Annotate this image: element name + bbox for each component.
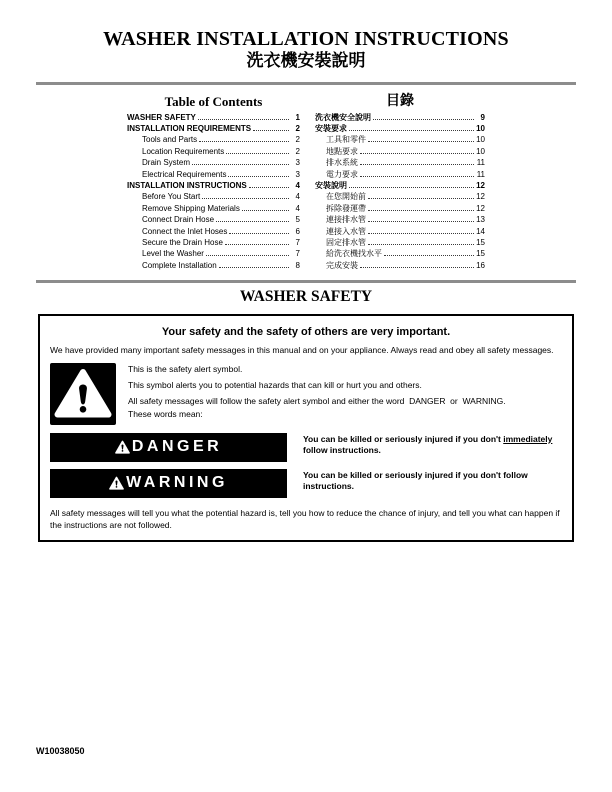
toc-leader-dots bbox=[368, 221, 474, 222]
danger-description bbox=[303, 434, 564, 457]
toc-entry bbox=[127, 157, 300, 168]
warning-label: WARNING bbox=[126, 474, 228, 492]
safety-headline: Your safety and the safety of others are very important. bbox=[161, 325, 451, 338]
toc-entry-page: 2 bbox=[295, 123, 300, 133]
safety-alert-row bbox=[48, 363, 564, 425]
toc-leader-dots bbox=[253, 130, 289, 131]
toc-entry-label: Electrical Requirements bbox=[142, 169, 227, 179]
toc-entry-label: Tools and Parts bbox=[142, 135, 198, 145]
toc-entry bbox=[315, 237, 485, 248]
toc-entry-page: 7 bbox=[295, 237, 300, 247]
toc-entry-page: 10 bbox=[476, 135, 485, 145]
toc-entry bbox=[127, 112, 300, 123]
toc-entry-label: Complete Installation bbox=[142, 260, 217, 270]
toc-list-english bbox=[127, 112, 300, 272]
toc-entry-page: 6 bbox=[295, 226, 300, 236]
toc-entry-label: 固定排水管 bbox=[326, 237, 366, 247]
toc-entry bbox=[127, 169, 300, 180]
toc-entry-label: 工具和零件 bbox=[326, 135, 366, 145]
toc-leader-dots bbox=[242, 210, 289, 211]
alert-line: This is the safety alert symbol. bbox=[128, 363, 243, 374]
toc-entry-label: 安裝要求 bbox=[315, 123, 347, 133]
toc-entry-label: 完成安裝 bbox=[326, 260, 358, 270]
safety-intro-text: We have provided many important safety messages in this manual and on your appliance. Always read and obey all safety messages. bbox=[50, 344, 554, 355]
danger-label: DANGER bbox=[131, 438, 223, 456]
toc-entry-label: 地點要求 bbox=[326, 146, 358, 156]
toc-entry bbox=[127, 248, 300, 259]
toc-entry bbox=[127, 146, 300, 157]
toc-entry-label: 排水系統 bbox=[326, 158, 358, 168]
toc-entry-page: 14 bbox=[476, 226, 485, 236]
toc-entry-page: 4 bbox=[295, 192, 300, 202]
danger-row bbox=[48, 433, 564, 462]
toc-entry-label: INSTALLATION REQUIREMENTS bbox=[127, 123, 252, 133]
toc-leader-dots bbox=[368, 141, 474, 142]
toc-leader-dots bbox=[360, 267, 474, 268]
toc-entry-label: 在您開始前 bbox=[326, 192, 366, 202]
toc-entry-page: 12 bbox=[476, 180, 485, 190]
danger-banner bbox=[50, 433, 287, 462]
toc-entry-label: Level the Washer bbox=[142, 249, 204, 259]
toc-leader-dots bbox=[199, 141, 289, 142]
toc-leader-dots bbox=[226, 153, 289, 154]
toc-entry-label: 洗衣機安全說明 bbox=[315, 112, 371, 122]
toc-entry-page: 12 bbox=[476, 203, 485, 213]
alert-line: All safety messages will follow the safety alert symbol and either the word DANGER or WARNING. bbox=[128, 395, 506, 406]
toc-entry-page: 13 bbox=[476, 215, 485, 225]
toc-entry-page: 12 bbox=[476, 192, 485, 202]
toc-leader-dots bbox=[228, 176, 289, 177]
toc-leader-dots bbox=[198, 119, 289, 120]
danger-desc-text: follow instructions. bbox=[303, 445, 381, 456]
toc-entry-page: 9 bbox=[480, 112, 485, 122]
toc-entry bbox=[315, 112, 485, 123]
toc-leader-dots bbox=[368, 233, 474, 234]
toc-entry bbox=[315, 123, 485, 134]
toc-leader-dots bbox=[219, 267, 289, 268]
toc-leader-dots bbox=[360, 164, 474, 165]
toc-heading-english: Table of Contents bbox=[164, 93, 263, 109]
toc-entry-page: 15 bbox=[476, 237, 485, 247]
toc-entry-page: 3 bbox=[295, 158, 300, 168]
toc-list-chinese bbox=[315, 112, 485, 272]
toc-entry-label: 連接排水管 bbox=[326, 215, 366, 225]
warning-banner bbox=[50, 469, 287, 498]
warning-triangle-icon bbox=[109, 476, 124, 490]
toc-leader-dots bbox=[368, 210, 474, 211]
toc-entry bbox=[127, 226, 300, 237]
toc-heading-chinese: 目錄 bbox=[386, 93, 414, 109]
toc-entry bbox=[127, 123, 300, 134]
toc-leader-dots bbox=[384, 255, 474, 256]
toc-entry-page: 10 bbox=[476, 146, 485, 156]
toc-leader-dots bbox=[368, 198, 474, 199]
safety-message-box bbox=[38, 314, 574, 542]
toc-entry bbox=[315, 214, 485, 225]
alert-line: This symbol alerts you to potential hazards that can kill or hurt you and others. bbox=[128, 379, 422, 390]
toc-entry bbox=[315, 191, 485, 202]
toc-leader-dots bbox=[360, 153, 474, 154]
page-title-chinese: 洗衣機安裝說明 bbox=[246, 51, 366, 70]
toc-entry-page: 15 bbox=[476, 249, 485, 259]
part-number: W10038050 bbox=[36, 746, 85, 756]
toc-entry bbox=[127, 180, 300, 191]
toc-entry bbox=[315, 180, 485, 191]
toc-entry bbox=[127, 260, 300, 271]
toc-column-english bbox=[127, 94, 300, 272]
toc-entry-label: Remove Shipping Materials bbox=[142, 203, 240, 213]
toc-leader-dots bbox=[206, 255, 289, 256]
page-header bbox=[0, 0, 612, 71]
toc-entry-page: 2 bbox=[295, 146, 300, 156]
toc-entry-page: 11 bbox=[476, 158, 485, 168]
toc-entry-page: 5 bbox=[295, 215, 300, 225]
toc-entry bbox=[315, 226, 485, 237]
toc-entry bbox=[315, 203, 485, 214]
toc-entry-label: 連接入水管 bbox=[326, 226, 366, 236]
toc-entry-label: Location Requirements bbox=[142, 146, 225, 156]
warning-row bbox=[48, 469, 564, 498]
toc-entry-page: 7 bbox=[295, 249, 300, 259]
toc-leader-dots bbox=[229, 233, 289, 234]
toc-entry-label: 給洗衣機找水平 bbox=[326, 249, 382, 259]
toc-entry-page: 8 bbox=[295, 260, 300, 270]
toc-leader-dots bbox=[225, 244, 289, 245]
safety-outro-text: All safety messages will tell you what the potential hazard is, tell you how to reduce the chance of injury, and tell you what can happen if the instructions are not followed. bbox=[50, 507, 560, 530]
toc-entry-page: 3 bbox=[295, 169, 300, 179]
toc-entry-label: 安裝說明 bbox=[315, 180, 347, 190]
toc-leader-dots bbox=[349, 130, 474, 131]
washer-safety-heading: WASHER SAFETY bbox=[239, 287, 373, 305]
toc-entry-page: 10 bbox=[476, 123, 485, 133]
toc-entry bbox=[127, 203, 300, 214]
toc-entry bbox=[315, 248, 485, 259]
toc-entry-label: Connect the Inlet Hoses bbox=[142, 226, 228, 236]
toc-entry-page: 2 bbox=[295, 135, 300, 145]
section-divider bbox=[36, 280, 576, 283]
page-title: WASHER INSTALLATION INSTRUCTIONS bbox=[103, 28, 509, 50]
toc-entry-page: 4 bbox=[295, 180, 300, 190]
toc-entry bbox=[315, 146, 485, 157]
toc-entry bbox=[127, 134, 300, 145]
alert-line: These words mean: bbox=[128, 408, 203, 419]
toc-entry bbox=[127, 214, 300, 225]
header-divider bbox=[36, 82, 576, 85]
toc-entry-page: 16 bbox=[476, 260, 485, 270]
danger-desc-text: You can be killed or seriously injured if you don't bbox=[303, 433, 504, 444]
toc-entry-label: Secure the Drain Hose bbox=[142, 237, 223, 247]
toc-entry-label: Before You Start bbox=[142, 192, 201, 202]
toc-entry-label: INSTALLATION INSTRUCTIONS bbox=[127, 180, 247, 190]
toc-leader-dots bbox=[216, 221, 289, 222]
toc-entry bbox=[315, 260, 485, 271]
toc-entry bbox=[127, 191, 300, 202]
toc-entry-label: 電力要求 bbox=[326, 169, 358, 179]
toc-entry bbox=[127, 237, 300, 248]
toc-leader-dots bbox=[349, 187, 474, 188]
toc-leader-dots bbox=[360, 176, 474, 177]
warning-triangle-icon bbox=[115, 440, 130, 454]
toc-leader-dots bbox=[368, 244, 474, 245]
safety-alert-text bbox=[128, 363, 506, 425]
toc-entry-label: WASHER SAFETY bbox=[127, 112, 196, 122]
toc-leader-dots bbox=[373, 119, 474, 120]
toc-entry bbox=[315, 134, 485, 145]
toc-entry bbox=[315, 157, 485, 168]
warning-description: You can be killed or seriously injured if you don't follow instructions. bbox=[303, 469, 528, 492]
safety-alert-triangle-icon bbox=[50, 363, 116, 425]
toc-entry-label: 拆除發運帶 bbox=[326, 203, 366, 213]
toc-leader-dots bbox=[202, 198, 289, 199]
danger-desc-underlined: immediately bbox=[503, 433, 553, 444]
toc-entry-label: Drain System bbox=[142, 158, 191, 168]
toc-entry-page: 11 bbox=[476, 169, 485, 179]
toc-entry-page: 1 bbox=[295, 112, 300, 122]
toc-column-chinese bbox=[315, 94, 485, 272]
toc-entry bbox=[315, 169, 485, 180]
toc-entry-label: Connect Drain Hose bbox=[142, 215, 215, 225]
toc-leader-dots bbox=[192, 164, 289, 165]
toc-leader-dots bbox=[249, 187, 289, 188]
table-of-contents bbox=[0, 94, 612, 272]
toc-entry-page: 4 bbox=[295, 203, 300, 213]
